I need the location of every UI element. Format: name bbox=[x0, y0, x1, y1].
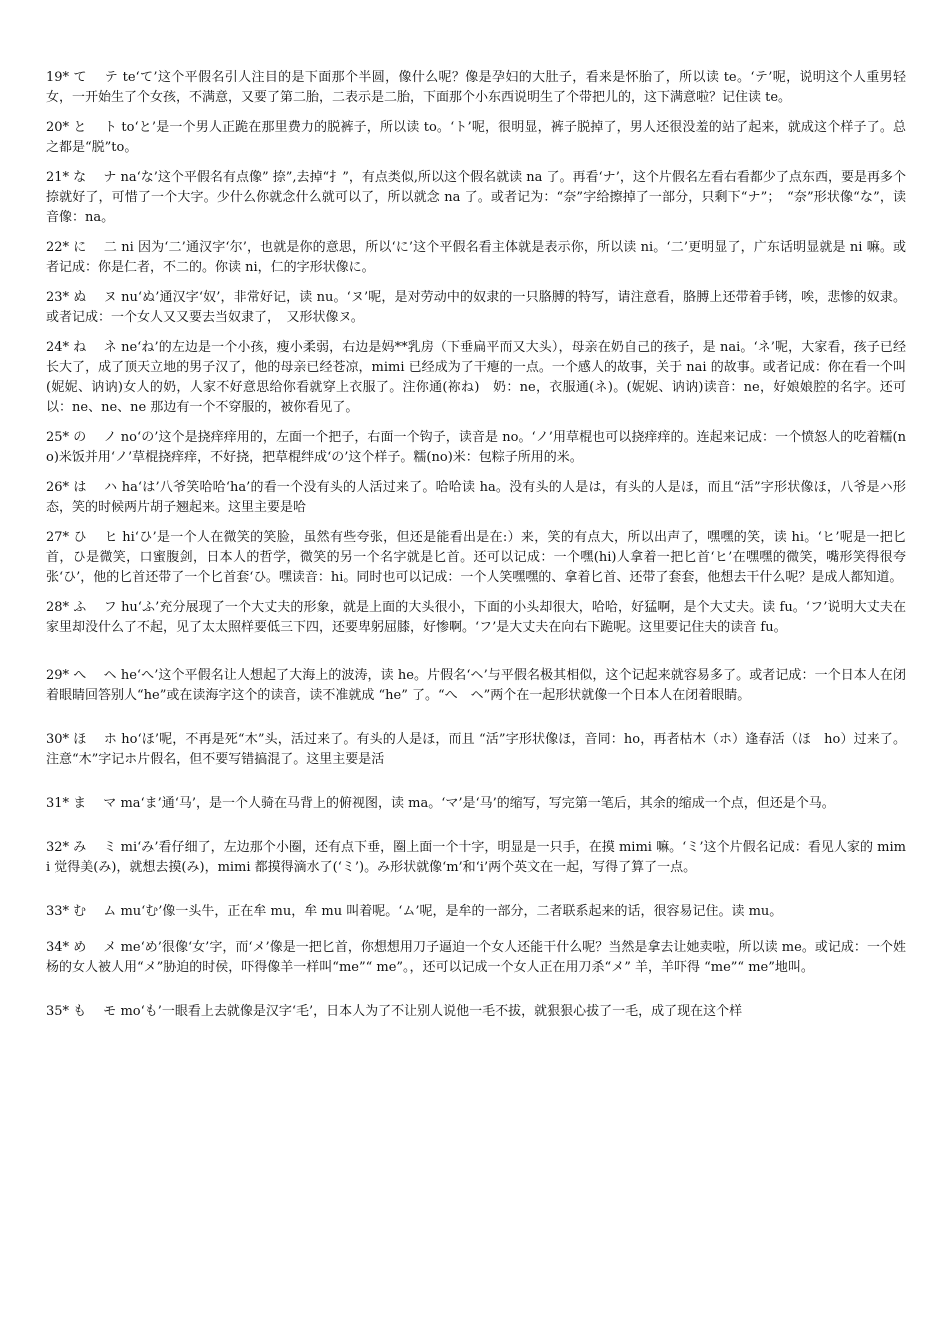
entry-25-no: 25* の ノ no‘の’这个是挠痒痒用的，左面一个把子，右面一个钩子，读音是 no。‘ノ’用草棍也可以挠痒痒的。连起来记成：一个愤怒人的吃着糯(no)米饭并用‘ノ’草棍挠痒痒，不好挠，把草棍绊成‘の’这个样子。糯(no)米：包粽子所用的米。 bbox=[46, 430, 906, 465]
entry-28-fu: 28* ふ フ hu‘ふ’充分展现了一个大丈夫的形象，就是上面的大头很小，下面的小头却很大，哈哈，好猛啊，是个大丈夫。读 fu。‘フ’说明大丈夫在家里却没什么了不起，见了太太照样要低三下四，还要卑躬屈膝，好惨啊。‘フ’是大丈夫在向右下跪呢。这里要记住夫的读音 fu。 bbox=[46, 600, 906, 635]
entry-32-mi: 32* み ミ mi‘み’看仔细了，左边那个小圈，还有点下垂，圈上面一个十字，明显是一只手，在摸 mimi 嘛。‘ミ’这个片假名记成：看见人家的 mimi 觉得美(み)，就想去摸(み)，mimi 都摸得滴水了(‘ミ’)。み形状就像‘m’和‘i’两个英文在一起，写得了算了一点。 bbox=[46, 840, 906, 875]
entry-35-mo: 35* も モ mo‘も’一眼看上去就像是汉字‘毛’，日本人为了不让别人说他一毛不拔，就狠狠心拔了一毛，成了现在这个样 bbox=[46, 1004, 743, 1019]
entry-34-me: 34* め メ me‘め’很像‘女’字，而‘メ’像是一把匕首，你想想用刀子逼迫一个女人还能干什么呢？当然是拿去让她卖啦，所以读 me。或记成：一个姓杨的女人被人用“メ”胁迫的时侯，吓得像羊一样叫“me”“ me”。，还可以记成一个女人正在用刀杀“メ” 羊，羊吓得 “me”“ me”地叫。 bbox=[46, 940, 906, 975]
entry-31-ma: 31* ま マ ma‘ま’通‘马’，是一个人骑在马背上的俯视图，读 ma。‘マ’是‘马’的缩写，写完第一笔后，其余的缩成一个点，但还是个马。 bbox=[46, 796, 835, 811]
entry-22-ni: 22* に 二 ni 因为‘二’通汉字‘尔’，也就是你的意思，所以‘に’这个平假名看主体就是表示你，所以读 ni。‘二’更明显了，广东话明显就是 ni 嘛。或者记成：你是仁者，不二的。你读 ni，仁的字形状像に。 bbox=[46, 240, 906, 275]
entry-30-ho: 30* ほ ホ ho‘ほ’呢，不再是死“木”头，活过来了。有头的人是ほ，而且 “活”字形状像ほ，音同：ho，再者枯木（ホ）逢春活（ほ ho）过来了。注意“木”字记ホ片假名，但不要写错搞混了。这里主要是活 bbox=[46, 732, 906, 767]
document-body bbox=[46, 68, 906, 1022]
entry-33-mu: 33* む ム mu‘む’像一头牛，正在牟 mu，牟 mu 叫着呢。‘ム’呢，是牟的一部分，二者联系起来的话，很容易记住。读 mu。 bbox=[46, 904, 783, 919]
entry-20-to: 20* と ト to‘と’是一个男人正跪在那里费力的脱裤子，所以读 to。‘ト’呢，很明显，裤子脱掉了，男人还很没羞的站了起来，就成这个样子了。总之都是“脱”to。 bbox=[46, 120, 906, 155]
entry-26-ha: 26* は ハ ha‘は’八爷笑哈哈‘ha’的看一个没有头的人活过来了。哈哈读 ha。没有头的人是は，有头的人是ほ，而且“活”字形状像ほ，八爷是ハ形态，笑的时候两片胡子翘起来。这里主要是哈 bbox=[46, 480, 906, 515]
entry-21-na: 21* な ナ na‘な’这个平假名有点像” 捺”,去掉“扌”，有点类似,所以这个假名就读 na 了。再看‘ナ’，这个片假名左看右看都少了点东西，要是再多个捺就好了，可惜了一个大字。少什么你就念什么就可以了，所以就念 na 了。或者记为：“奈”字给擦掉了一部分，只剩下“ナ”； “奈”形状像“な”，读音像：na。 bbox=[46, 170, 906, 225]
entry-29-he: 29* へ ヘ he‘へ’这个平假名让人想起了大海上的波涛，读 he。片假名‘ヘ’与平假名极其相似，这个记起来就容易多了。或者记成：一个日本人在闭着眼睛回答别人“he”或在读海字这个的读音，读不准就成 “he” 了。“へ ヘ”两个在一起形状就像一个日本人在闭着眼睛。 bbox=[46, 668, 906, 703]
entry-24-ne: 24* ね ネ ne‘ね’的左边是一个小孩，瘦小柔弱，右边是妈**乳房（下垂扁平而又大头），母亲在奶自己的孩子，是 nai。‘ネ’呢，大家看，孩子已经长大了，成了顶天立地的男子汉了，他的母亲已经苍凉，mimi 已经成为了干瘪的一点。一个感人的故事，关于 nai 的故事。或者记成：你在看一个叫(妮妮、讷讷)女人的奶，人家不好意思给你看就穿上衣服了。注你通(祢ね) 奶：ne，衣服通(ネ)。(妮妮、讷讷)读音：ne，好娘娘腔的名字。还可以：ne、ne、ne 那边有一个不穿服的，被你看见了。 bbox=[46, 340, 906, 415]
entry-23-nu: 23* ぬ ヌ nu‘ぬ’通汉字‘奴’，非常好记，读 nu。‘ヌ’呢，是对劳动中的奴隶的一只胳膊的特写，请注意看，胳膊上还带着手铐，唉，悲惨的奴隶。或者记成：一个女人又又要去当奴隶了， 又形状像ヌ。 bbox=[46, 290, 906, 325]
entry-19-te: 19* て テ te‘て’这个平假名引人注目的是下面那个半圆，像什么呢？像是孕妇的大肚子，看来是怀胎了，所以读 te。‘テ’呢，说明这个人重男轻女，一开始生了个女孩，不满意，又要了第二胎，二表示是二胎，下面那个小东西说明生了个带把儿的，这下满意啦？记住读 te。 bbox=[46, 70, 906, 105]
entry-27-hi: 27* ひ ヒ hi‘ひ’是一个人在微笑的笑脸，虽然有些夸张，但还是能看出是在:）来，笑的有点大，所以出声了，嘿嘿的笑，读 hi。‘ヒ’呢是一把匕首，ひ是微笑，口蜜腹剑，日本人的哲学，微笑的另一个名字就是匕首。还可以记成：一个嘿(hi)人拿着一把匕首‘ヒ’在嘿嘿的微笑，嘴形笑得很夸张‘ひ’，他的匕首还带了一个匕首套‘ひ。嘿读音：hi。同时也可以记成：一个人笑嘿嘿的、拿着匕首、还带了套套，他想去干什么呢？是成人都知道。 bbox=[46, 530, 906, 585]
